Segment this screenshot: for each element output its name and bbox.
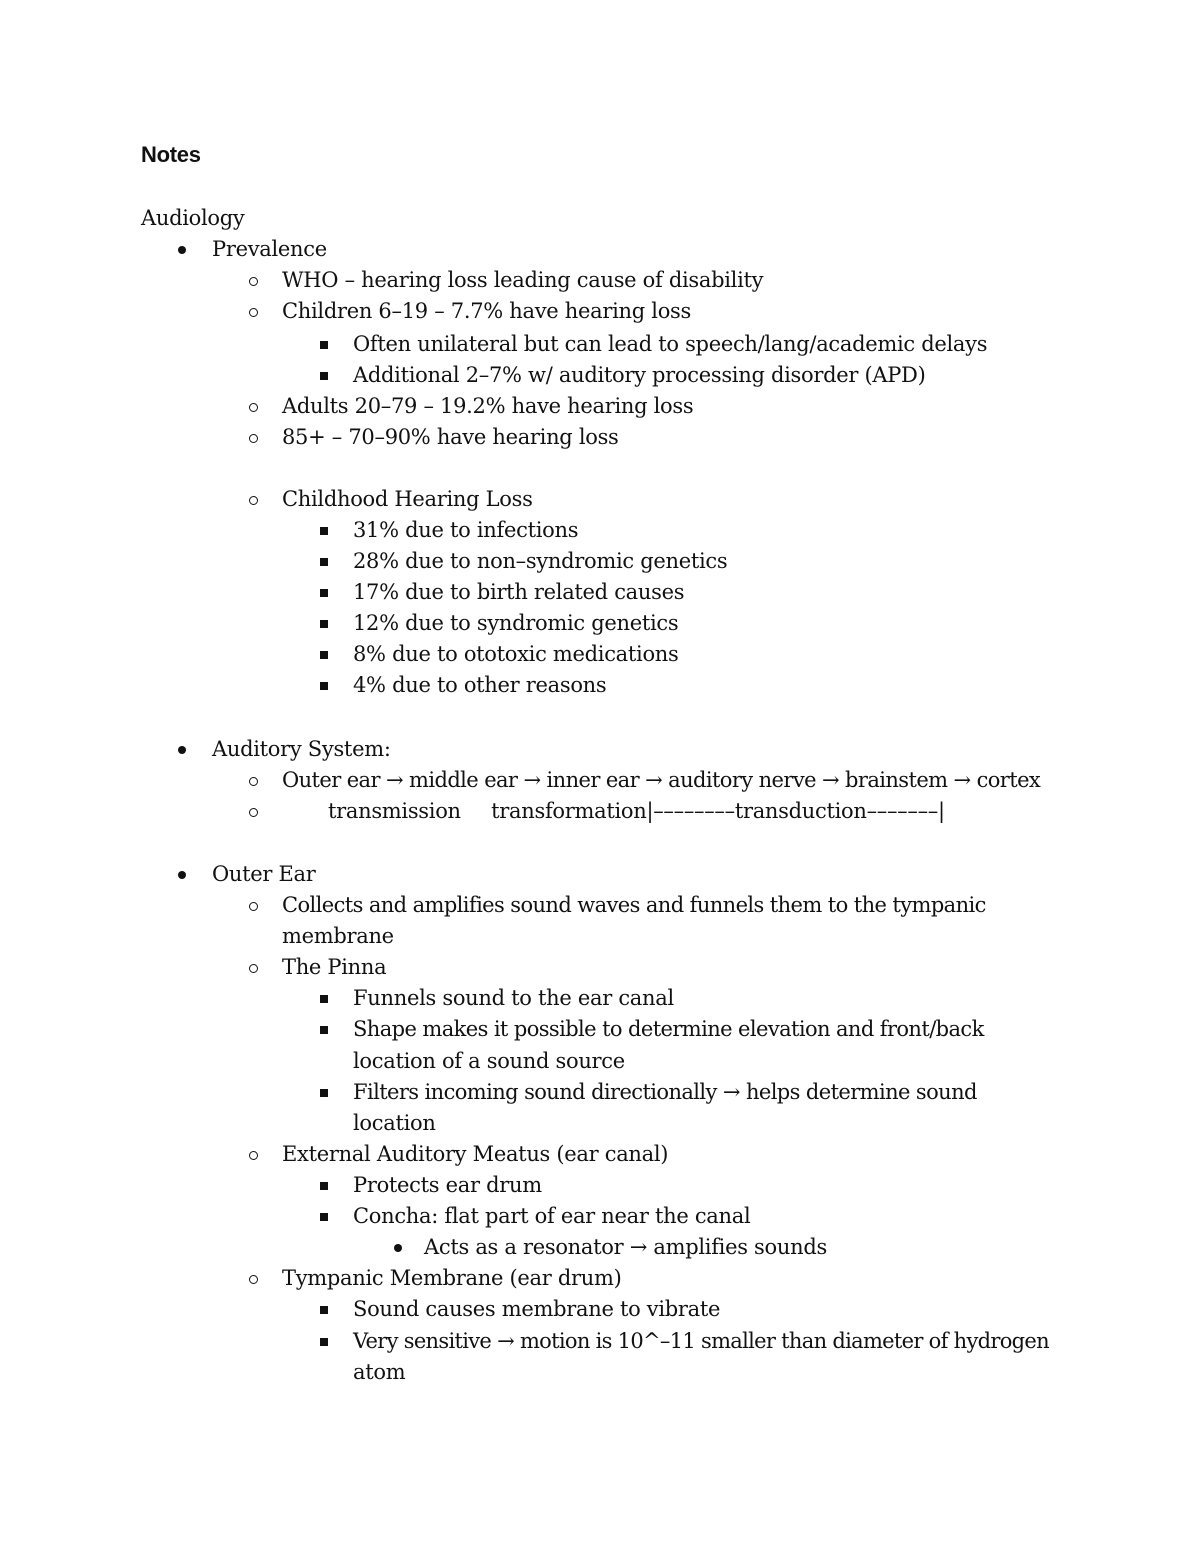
list-item-text: Children 6–19 – 7.7% have hearing loss xyxy=(282,299,691,323)
section-heading xyxy=(141,203,244,234)
list-item-text: Very sensitive → motion is 10^–11 smaller than diameter of hydrogen xyxy=(353,1329,1049,1353)
bullet-circle-icon xyxy=(245,765,265,796)
list-item-text: WHO – hearing loss leading cause of disability xyxy=(282,268,764,292)
bullet-square-icon xyxy=(316,1201,336,1232)
bullet-dot-icon xyxy=(174,734,194,765)
list-item-text: Funnels sound to the ear canal xyxy=(353,986,674,1010)
list-item-text: Outer ear → middle ear → inner ear → auditory nerve → brainstem → cortex xyxy=(282,768,1041,792)
list-item-text: Additional 2–7% w/ auditory processing disorder (APD) xyxy=(353,363,926,387)
list-item-text: membrane xyxy=(282,924,394,948)
bullet-circle-icon xyxy=(245,890,265,921)
list-item-text: 17% due to birth related causes xyxy=(353,580,685,604)
list-item-text: 4% due to other reasons xyxy=(353,673,607,697)
list-item-text: Prevalence xyxy=(212,237,327,261)
bullet-circle-icon xyxy=(245,422,265,453)
bullet-square-icon xyxy=(316,608,336,639)
list-item-text: Outer Ear xyxy=(212,862,316,886)
list-item-text: Concha: flat part of ear near the canal xyxy=(353,1204,751,1228)
bullet-circle-icon xyxy=(245,265,265,296)
list-item-text: Protects ear drum xyxy=(353,1173,542,1197)
list-item-text: location xyxy=(353,1111,436,1135)
bullet-square-icon xyxy=(316,1326,336,1357)
list-item-text: location of a sound source xyxy=(353,1049,625,1073)
bullet-square-icon xyxy=(316,1014,336,1045)
bullet-square-icon xyxy=(316,1294,336,1325)
list-item-text: 28% due to non–syndromic genetics xyxy=(353,549,728,573)
list-item-text: Adults 20–79 – 19.2% have hearing loss xyxy=(282,394,694,418)
title-text: Notes xyxy=(141,142,201,167)
bullet-circle-icon xyxy=(245,296,265,327)
list-item-text: Childhood Hearing Loss xyxy=(282,487,533,511)
bullet-circle-icon xyxy=(245,796,265,827)
list-item-text: The Pinna xyxy=(282,955,387,979)
list-item-text: 31% due to infections xyxy=(353,518,579,542)
list-item-text: Filters incoming sound directionally → helps determine sound xyxy=(353,1080,977,1104)
list-item-text: Acts as a resonator → amplifies sounds xyxy=(424,1235,827,1259)
bullet-square-icon xyxy=(316,1077,336,1108)
bullet-square-icon xyxy=(316,546,336,577)
list-item-text: External Auditory Meatus (ear canal) xyxy=(282,1142,669,1166)
bullet-dot-icon xyxy=(390,1232,410,1263)
list-item-text: atom xyxy=(353,1360,406,1384)
bullet-circle-icon xyxy=(245,1263,265,1294)
list-item-text: 12% due to syndromic genetics xyxy=(353,611,679,635)
bullet-circle-icon xyxy=(245,952,265,983)
bullet-square-icon xyxy=(316,639,336,670)
list-item-text: Tympanic Membrane (ear drum) xyxy=(282,1266,622,1290)
list-item-text: 8% due to ototoxic medications xyxy=(353,642,679,666)
list-item-text: transmission transformation|––––––––transduction–––––––| xyxy=(328,799,945,823)
page-title xyxy=(141,139,201,170)
list-item-text: 85+ – 70–90% have hearing loss xyxy=(282,425,619,449)
list-item-text: Often unilateral but can lead to speech/lang/academic delays xyxy=(353,332,988,356)
bullet-circle-icon xyxy=(245,391,265,422)
bullet-dot-icon xyxy=(174,234,194,265)
bullet-dot-icon xyxy=(174,859,194,890)
bullet-square-icon xyxy=(316,360,336,391)
subject-text: Audiology xyxy=(141,206,245,230)
bullet-square-icon xyxy=(316,1170,336,1201)
list-item-text: Shape makes it possible to determine elevation and front/back xyxy=(353,1017,984,1041)
bullet-square-icon xyxy=(316,577,336,608)
bullet-circle-icon xyxy=(245,1139,265,1170)
bullet-square-icon xyxy=(316,670,336,701)
list-item-text: Collects and amplifies sound waves and funnels them to the tympanic xyxy=(282,893,986,917)
bullet-square-icon xyxy=(316,983,336,1014)
list-item-text: Sound causes membrane to vibrate xyxy=(353,1297,721,1321)
bullet-square-icon xyxy=(316,515,336,546)
bullet-circle-icon xyxy=(245,484,265,515)
bullet-square-icon xyxy=(316,329,336,360)
list-item-text: Auditory System: xyxy=(212,737,391,761)
